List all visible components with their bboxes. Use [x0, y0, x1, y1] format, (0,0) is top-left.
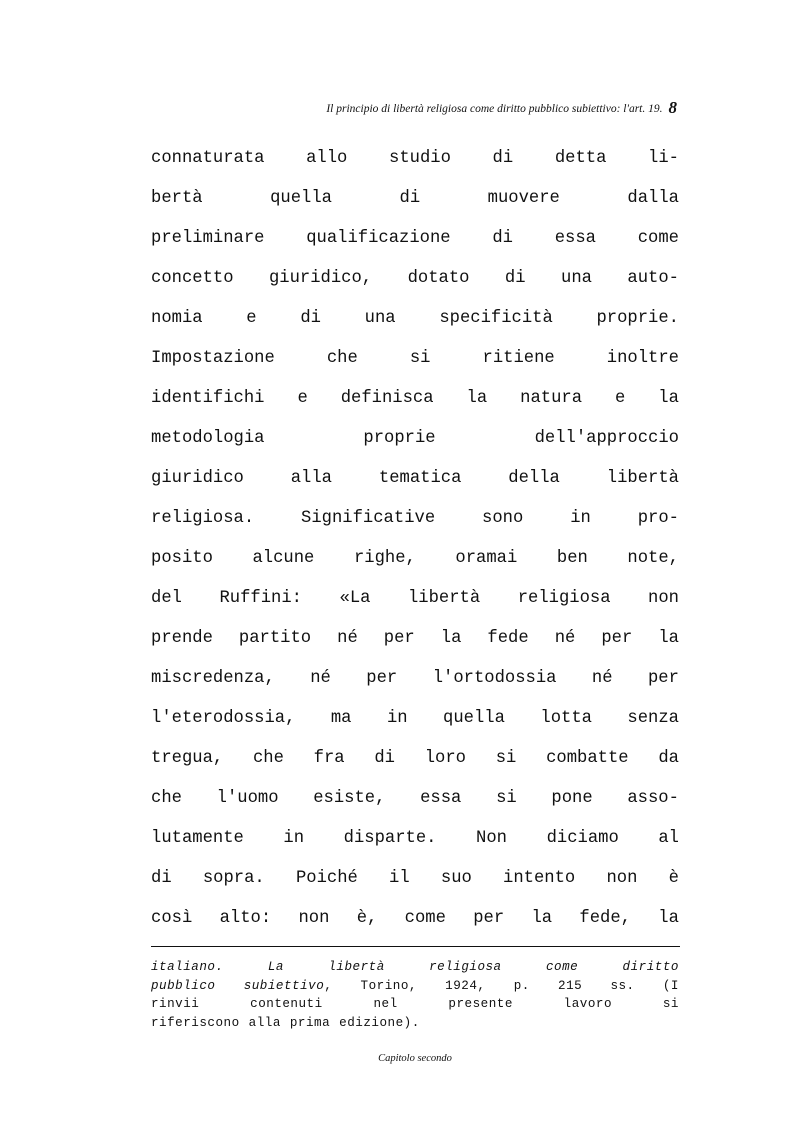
text-line — [151, 259, 679, 299]
text-line — [151, 419, 679, 459]
text-line — [151, 379, 679, 419]
word: si — [496, 789, 517, 808]
word: fra — [313, 749, 345, 768]
word: ss. — [610, 978, 635, 993]
text-line — [151, 659, 679, 699]
word: sopra. — [202, 869, 265, 888]
word: la — [658, 389, 679, 408]
word: tregua, — [151, 749, 224, 768]
word: italiano. — [151, 960, 224, 974]
word: l'eterodossia, — [151, 709, 296, 728]
word: lutamente — [151, 829, 244, 848]
word: oramai — [455, 549, 518, 568]
word: 1924, — [445, 978, 486, 993]
word: «La — [339, 589, 371, 608]
word: la — [440, 629, 462, 648]
word: libertà — [606, 469, 679, 488]
word: si — [409, 349, 431, 368]
word: senza — [627, 709, 679, 728]
word: religiosa. — [151, 509, 255, 528]
word: loro — [424, 749, 466, 768]
word: la — [466, 389, 488, 408]
word: contenuti — [250, 997, 323, 1011]
word: così — [151, 909, 193, 928]
footnote-line — [151, 995, 679, 1014]
word: non — [606, 869, 638, 888]
word: di — [151, 869, 172, 888]
word: subiettivo, — [243, 978, 333, 993]
word: nomia — [151, 309, 203, 328]
word: libertà — [407, 589, 481, 608]
word: concetto — [151, 269, 234, 288]
text-line — [151, 779, 679, 819]
word: giuridico, — [268, 269, 373, 288]
word: del — [151, 589, 182, 608]
word: combatte — [546, 749, 629, 768]
word: alla — [290, 469, 332, 488]
word: 215 — [558, 978, 583, 993]
word: l'ortodossia — [432, 669, 557, 688]
word: e — [297, 389, 308, 408]
word: come — [545, 960, 579, 974]
word: auto- — [627, 269, 679, 288]
word: giuridico — [151, 469, 244, 488]
word: per — [473, 909, 505, 928]
word: prende — [151, 629, 213, 648]
footnote-divider — [151, 946, 680, 947]
word: né — [337, 629, 358, 648]
text-line — [151, 499, 679, 539]
word: la — [658, 629, 679, 648]
text-line — [151, 299, 679, 339]
word: una — [561, 269, 592, 288]
word: né — [554, 629, 576, 648]
word: metodologia — [151, 429, 265, 448]
word: definisca — [340, 389, 434, 408]
word: Ruffini: — [219, 589, 302, 608]
word: per — [383, 629, 415, 648]
word: la — [531, 909, 553, 928]
page-footer: Capitolo secondo — [378, 1053, 452, 1064]
word: Poiché — [295, 869, 358, 888]
word: diciamo — [546, 829, 619, 848]
word: e — [246, 309, 257, 328]
word: intento — [503, 869, 576, 888]
word: non — [298, 909, 330, 928]
word: pubblico — [151, 978, 216, 993]
word: lavoro — [563, 997, 613, 1011]
running-header — [326, 97, 677, 117]
word: da — [658, 749, 679, 768]
word: miscredenza, — [151, 669, 275, 688]
word: che — [326, 349, 358, 368]
word: proprie — [363, 429, 436, 448]
text-line — [151, 859, 679, 899]
word: identifichi — [151, 389, 265, 408]
word: edizione). — [339, 1015, 420, 1030]
word: proprie. — [596, 309, 679, 328]
text-line — [151, 819, 679, 859]
word: una — [364, 309, 396, 328]
footnote-line — [151, 958, 679, 977]
word: alcune — [252, 549, 315, 568]
word: prima — [289, 1015, 331, 1030]
word: è, — [356, 909, 378, 928]
word: la — [658, 909, 679, 928]
word: note, — [627, 549, 679, 568]
word: suo — [440, 869, 472, 888]
text-line — [151, 219, 679, 259]
word: diritto — [622, 960, 679, 974]
word: né — [591, 669, 613, 688]
word: connaturata — [151, 149, 265, 168]
word: ritiene — [482, 349, 555, 368]
word: al — [658, 829, 679, 848]
word: libertà — [328, 960, 385, 974]
word: religiosa — [429, 960, 502, 974]
word: pone — [551, 789, 593, 808]
text-line — [151, 899, 679, 939]
word: sono — [482, 509, 524, 528]
word: rinvii — [151, 997, 200, 1011]
word: per — [366, 669, 398, 688]
word: esiste, — [313, 789, 386, 808]
word: e — [615, 389, 626, 408]
word: Non — [476, 829, 507, 848]
word: p. — [513, 978, 530, 993]
word: di — [492, 149, 514, 168]
word: essa — [554, 229, 596, 248]
word: Significative — [301, 509, 436, 528]
word: muovere — [487, 189, 560, 208]
word: come — [404, 909, 446, 928]
word: è — [668, 869, 679, 888]
text-line — [151, 699, 679, 739]
word: specificità — [439, 309, 553, 328]
word: dell'approccio — [534, 429, 679, 448]
word: dotato — [407, 269, 470, 288]
text-line — [151, 459, 679, 499]
word: per — [601, 629, 633, 648]
word: alla — [248, 1015, 281, 1030]
word: (I — [662, 978, 679, 993]
text-line — [151, 179, 679, 219]
text-line — [151, 619, 679, 659]
word: La — [267, 960, 284, 974]
word: che — [151, 789, 182, 808]
word: di — [399, 189, 421, 208]
footnote-line — [151, 1014, 679, 1033]
word: partito — [238, 629, 312, 648]
word: studio — [389, 149, 451, 168]
footnote — [151, 958, 679, 1032]
text-line — [151, 539, 679, 579]
word: lotta — [540, 709, 592, 728]
word: in — [386, 709, 408, 728]
word: posito — [151, 549, 213, 568]
page-number: 8 — [668, 98, 677, 117]
word: presente — [448, 997, 513, 1011]
word: qualificazione — [306, 229, 451, 248]
word: ben — [556, 549, 588, 568]
word: di — [504, 269, 526, 288]
word: di — [300, 309, 321, 328]
word: religiosa — [517, 589, 611, 608]
word: né — [310, 669, 331, 688]
word: righe, — [353, 549, 416, 568]
word: di — [374, 749, 395, 768]
word: Torino, — [360, 978, 417, 993]
text-line — [151, 739, 679, 779]
word: fede, — [579, 909, 631, 928]
word: li- — [648, 149, 679, 168]
word: tematica — [378, 469, 462, 488]
word: quella — [270, 189, 332, 208]
word: il — [389, 869, 410, 888]
word: Impostazione — [151, 349, 275, 368]
word: dalla — [627, 189, 679, 208]
footnote-line — [151, 977, 679, 996]
word: fede — [487, 629, 529, 648]
word: della — [508, 469, 560, 488]
word: ma — [330, 709, 352, 728]
word: in — [283, 829, 305, 848]
word: che — [252, 749, 284, 768]
word: allo — [306, 149, 348, 168]
body-text — [151, 139, 679, 939]
word: come — [637, 229, 679, 248]
running-title: Il principio di libertà religiosa come diritto pubblico subiettivo: l'art. 19. — [326, 103, 663, 115]
word: alto: — [219, 909, 272, 928]
word: asso- — [627, 789, 679, 808]
word: di — [492, 229, 513, 248]
text-line — [151, 579, 679, 619]
word: inoltre — [606, 349, 679, 368]
word: si — [495, 749, 517, 768]
word: si — [662, 997, 679, 1011]
text-line — [151, 139, 679, 179]
word: pro- — [637, 509, 679, 528]
word: natura — [520, 389, 583, 408]
word: non — [648, 589, 679, 608]
word: nel — [373, 997, 398, 1011]
word: bertà — [151, 189, 203, 208]
word: per — [647, 669, 679, 688]
word: quella — [443, 709, 505, 728]
word: preliminare — [151, 229, 265, 248]
word: disparte. — [343, 829, 437, 848]
word: detta — [554, 149, 607, 168]
word: riferiscono — [151, 1015, 240, 1030]
word: l'uomo — [216, 789, 279, 808]
text-line — [151, 339, 679, 379]
word: essa — [420, 789, 462, 808]
word: in — [570, 509, 591, 528]
